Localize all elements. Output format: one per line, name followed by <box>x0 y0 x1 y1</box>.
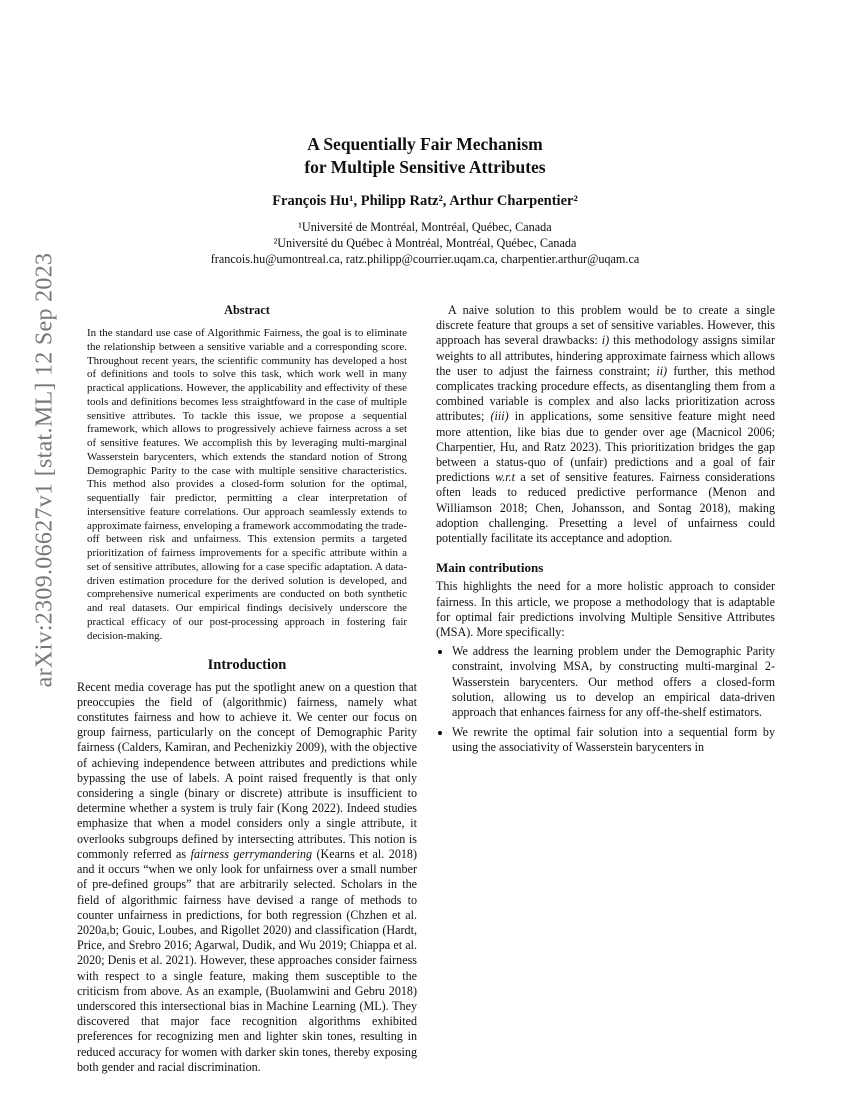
main-contributions-heading: Main contributions <box>436 560 544 576</box>
author-emails: francois.hu@umontreal.ca, ratz.philipp@courrier.uqam.ca, charpentier.arthur@uqam.ca <box>210 252 640 266</box>
affiliation-1: ¹Université de Montréal, Montréal, Québec, Canada <box>298 220 552 234</box>
author-list: François Hu¹, Philipp Ratz², Arthur Charpentier² <box>272 193 578 209</box>
affiliation-2: ²Université du Québec à Montréal, Montréal, Québec, Canada <box>273 236 577 250</box>
paper-title <box>0 133 850 179</box>
introduction-heading: Introduction <box>207 657 287 674</box>
arxiv-identifier: arXiv:2309.06627v1 [stat.ML] 12 Sep 2023 <box>31 252 58 688</box>
abstract-text: In the standard use case of Algorithmic Fairness, the goal is to eliminate the relationship between a sensitive variable and a corresponding score. Throughout recent years, the scientific community has developed a host of definitions and tools to solve this task, which work well in many practical applications. However, the applicability and effectivity of these tools and definitions becomes less straightfoward in the case of multiple sensitive attributes. To tackle this issue, we propose a sequential framework, which allows to progressively achieve fairness across a set of sensitive features. We accomplish this by leveraging multi-marginal Wasserstein barycenters, which extends the standard notion of Strong Demographic Parity to the case with multiple sensitive characteristics. This method also provides a closed-form solution for the optimal, sequentially fair predictor, permitting a clear interpretation of intersensitive feature correlations. Our approach seamlessly extends to approximate fairness, enveloping a framework accommodating the trade-off between risk and unfairness. This extension permits a targeted prioritization of fairness improvements for a specific attribute within a set of sensitive attributes, allowing for a case specific adaptation. A data-driven estimation procedure for the derived solution is developed, and comprehensive numerical experiments are conducted on both synthetic and real datasets. Our empirical findings decisively underscore the practical efficacy of our post-processing approach in fostering fair decision-making. <box>87 327 407 642</box>
contribution-item: • We rewrite the optimal fair solution into a sequential form by using the associativity of Wasserstein barycenters in <box>452 725 775 755</box>
contributions-intro: This highlights the need for a more holistic approach to consider fairness. In this article, we propose a methodology that is adaptable for optimal fair predictions involving Multiple Sensitive Attributes (MSA). More specifically: <box>436 579 775 640</box>
introduction-paragraph-2: A naive solution to this problem would be to create a single discrete feature that groups a set of sensitive variables. However, this approach has several drawbacks: i) this methodology assigns similar weights to all attributes, hindering approximate fairness which allows the user to adjust the fairness constraint; ii) further, this method complicates tracking procedure effects, as disentangling them from a combined variable is complex and also lacks prioritization across attributes; (iii) in applications, some sensitive feature might need more attention, like bias due to gender over age (Macnicol 2006; Charpentier, Hu, and Ratz 2023). This prioritization bridges the gap between a status-quo of (unfair) predictions and a goal of fair predictions w.r.t a set of sensitive features. Fairness considerations often leads to reduced predictive performance (Menon and Williamson 2018; Chen, Johansson, and Sontag 2018), making adoption challenging. Presetting a level of unfairness could potentially facilitate its acceptance and adoption. <box>436 303 776 546</box>
affiliations <box>0 219 850 267</box>
title-line-2: for Multiple Sensitive Attributes <box>304 157 546 177</box>
title-line-1: A Sequentially Fair Mechanism <box>307 134 543 154</box>
contributions-list <box>436 644 775 755</box>
left-column <box>77 303 417 1075</box>
abstract-heading: Abstract <box>224 303 270 317</box>
contribution-item: • We address the learning problem under the Demographic Parity constraint, involving MSA, by constructing multi-marginal 2-Wasserstein barycenters. Our method offers a closed-form solution, allowing us to develop an empirical data-driven approach that enhances fairness for any off-the-shelf estimators. <box>452 644 775 720</box>
right-column <box>436 303 775 761</box>
introduction-paragraph-1: Recent media coverage has put the spotlight anew on a question that preoccupies the field of (algorithmic) fairness, namely what constitutes fairness and how to achieve it. We center our focus on group fairness, particularly on the concept of Demographic Parity fairness (Calders, Kamiran, and Pechenizkiy 2009), with the objective of achieving independence between attributes and predictions while bypassing the use of labels. A point raised frequently is that only considering a single (binary or discrete) attribute is insufficient to determine whether a system is truly fair (Kong 2022). Indeed studies emphasize that when a model considers only a single attribute, it overlooks subgroups defined by intersecting attributes. This notion is commonly referred as fairness gerrymandering (Kearns et al. 2018) and it occurs “when we only look for unfairness over a small number of pre-defined groups” that are arbitrarily selected. Scholars in the field of algorithmic fairness have devised a range of methods to counter unfairness in predictions, for both regression (Chzhen et al. 2020a,b; Gouic, Loubes, and Rigollet 2020) and classification (Hardt, Price, and Srebro 2016; Agarwal, Dudik, and Wu 2019; Chiappa et al. 2020; Denis et al. 2021). However, these approaches consider fairness with respect to a single feature, making them susceptible to the criticism from above. As an example, (Buolamwini and Gebru 2018) underscored this intersectional bias in Machine Learning (ML). They discovered that major face recognition algorithms exhibited preferences for recognizing men and lighter skin tones, resulting in reduced accuracy for women with darker skin tones, thereby exposing both gender and racial discrimination. <box>77 679 417 1074</box>
